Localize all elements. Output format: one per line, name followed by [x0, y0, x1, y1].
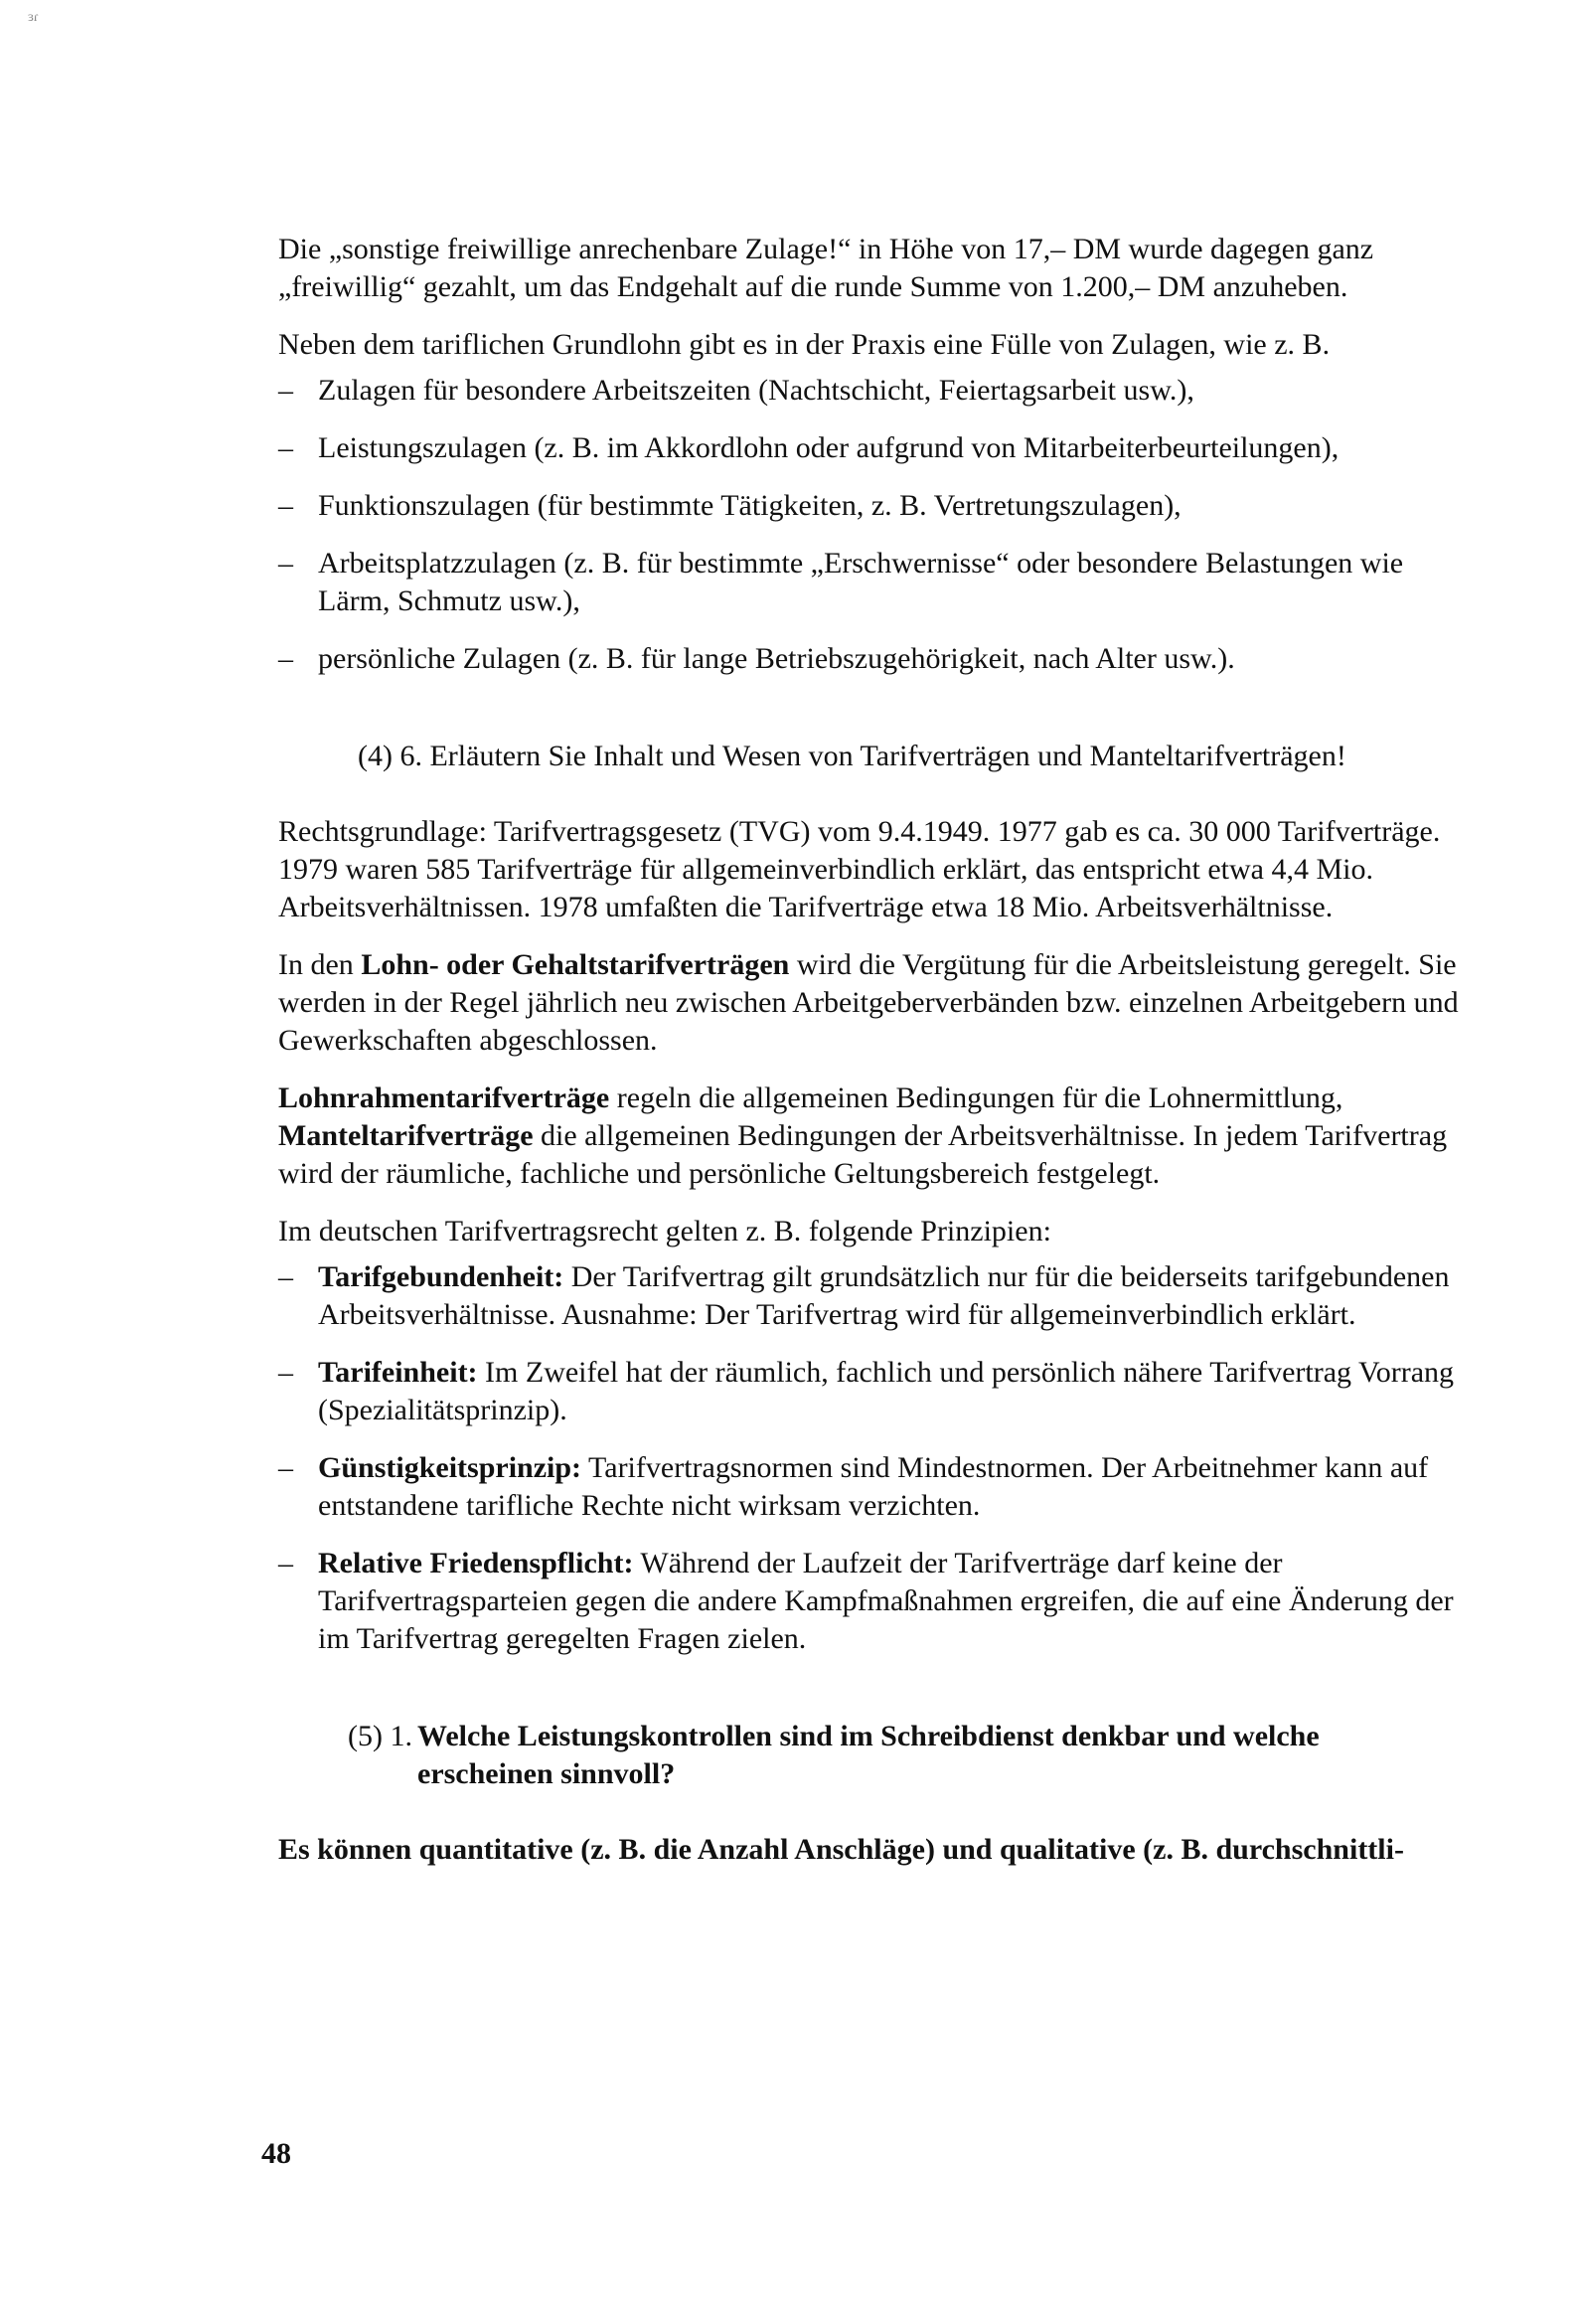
list-item: – Zulagen für besondere Arbeitszeiten (Nachtschicht, Feiertagsarbeit usw.),	[278, 372, 1461, 410]
dash-marker: –	[278, 547, 293, 580]
zulagen-list	[278, 372, 1461, 678]
question-text: Welche Leistungskontrollen sind im Schreibdienst denkbar und welche erscheinen sinnvoll?	[417, 1720, 1320, 1790]
list-item: – Leistungszulagen (z. B. im Akkordlohn oder aufgrund von Mitarbeiterbeurteilungen),	[278, 429, 1461, 467]
term-lohnrahmen: Lohnrahmentarifverträge	[278, 1081, 610, 1114]
list-item: – Funktionszulagen (für bestimmte Tätigkeiten, z. B. Vertretungszulagen),	[278, 487, 1461, 525]
list-item: – Tarifeinheit: Im Zweifel hat der räumlich, fachlich und persönlich nähere Tarifvertrag Vorrang (Spezialitätsprinzip).	[278, 1356, 1455, 1426]
list-item: – persönliche Zulagen (z. B. für lange Betriebszugehörigkeit, nach Alter usw.).	[278, 640, 1461, 678]
prinzipien-intro: Im deutschen Tarifvertragsrecht gelten z. B. folgende Prinzipien:	[278, 1215, 1051, 1247]
dash-marker: –	[278, 1356, 293, 1389]
corner-mark: ɜɾ	[28, 10, 39, 25]
list-item: – Günstigkeitsprinzip: Tarifvertragsnormen sind Mindestnormen. Der Arbeitnehmer kann auf entstandene tarifliche Rechte nicht wirksam verzichten.	[278, 1451, 1429, 1522]
text-body	[278, 231, 1461, 1869]
dash-marker: –	[278, 489, 293, 522]
question-number: (5) 1.	[348, 1720, 412, 1752]
dash-marker: –	[278, 374, 293, 407]
term-manteltarif: Manteltarifverträge	[278, 1119, 534, 1152]
question-4-heading: (4) 6. Erläutern Sie Inhalt und Wesen von Tarifverträgen und Manteltarifverträgen!	[358, 740, 1346, 772]
intro-paragraph-2: Neben dem tariflichen Grundlohn gibt es in der Praxis eine Fülle von Zulagen, wie z. B.	[278, 328, 1331, 361]
dash-marker: –	[278, 1451, 293, 1484]
intro-paragraph-1: Die „sonstige freiwillige anrechenbare Zulage!“ in Höhe von 17,– DM wurde dagegen ganz „freiwillig“ gezahlt, um das Endgehalt auf die runde Summe von 1.200,– DM anzuheben.	[278, 233, 1374, 303]
answer-start-line: Es können quantitative (z. B. die Anzahl Anschläge) und qualitative (z. B. durchschnittli-	[278, 1833, 1404, 1866]
term-lohntarif: Lohn- oder Gehaltstarifverträgen	[361, 948, 790, 981]
term: Relative Friedenspflicht:	[318, 1547, 634, 1579]
term: Tarifeinheit:	[318, 1356, 478, 1389]
lohntarif-paragraph: In den Lohn- oder Gehaltstarifverträgen wird die Vergütung für die Arbeitsleistung geregelt. Sie werden in der Regel jährlich neu zwischen Arbeitgeberverbänden bzw. einzelnen Arbeitgebern und Gewerkschaften abgeschlossen.	[278, 948, 1459, 1057]
rahmentarif-paragraph: Lohnrahmentarifverträge regeln die allgemeinen Bedingungen für die Lohnermittlung, Manteltarifverträge die allgemeinen Bedingungen der Arbeitsverhältnisse. In jedem Tarifvertrag wird der räumliche, fachliche und persönliche Geltungsbereich festgelegt.	[278, 1081, 1448, 1190]
term: Tarifgebundenheit:	[318, 1260, 564, 1293]
question-5-heading	[278, 1718, 1461, 1793]
list-item: – Arbeitsplatzzulagen (z. B. für bestimmte „Erschwernisse“ oder besondere Belastungen wie Lärm, Schmutz usw.),	[278, 547, 1404, 617]
term: Günstigkeitsprinzip:	[318, 1451, 582, 1484]
list-item: – Relative Friedenspflicht: Während der Laufzeit der Tarifverträge darf keine der Tarifvertragsparteien gegen die andere Kampfmaßnahmen ergreifen, die auf eine Änderung der im Tarifvertrag geregelten Fragen zielen.	[278, 1547, 1454, 1655]
prinzipien-list	[278, 1258, 1461, 1658]
page-number: 48	[261, 2137, 291, 2170]
dash-marker: –	[278, 431, 293, 464]
dash-marker: –	[278, 1547, 293, 1579]
dash-marker: –	[278, 1260, 293, 1293]
list-item: – Tarifgebundenheit: Der Tarifvertrag gilt grundsätzlich nur für die beiderseits tarifgebundenen Arbeitsverhältnisse. Ausnahme: Der Tarifvertrag wird für allgemeinverbindlich erklärt.	[278, 1260, 1450, 1331]
dash-marker: –	[278, 642, 293, 675]
rechtsgrundlage-paragraph: Rechtsgrundlage: Tarifvertragsgesetz (TVG) vom 9.4.1949. 1977 gab es ca. 30 000 Tarifverträge. 1979 waren 585 Tarifverträge für allgemeinverbindlich erklärt, das entspricht etwa 4,4 Mio. Arbeitsverhältnissen. 1978 umfaßten die Tarifverträge etwa 18 Mio. Arbeitsverhältnisse.	[278, 815, 1441, 923]
